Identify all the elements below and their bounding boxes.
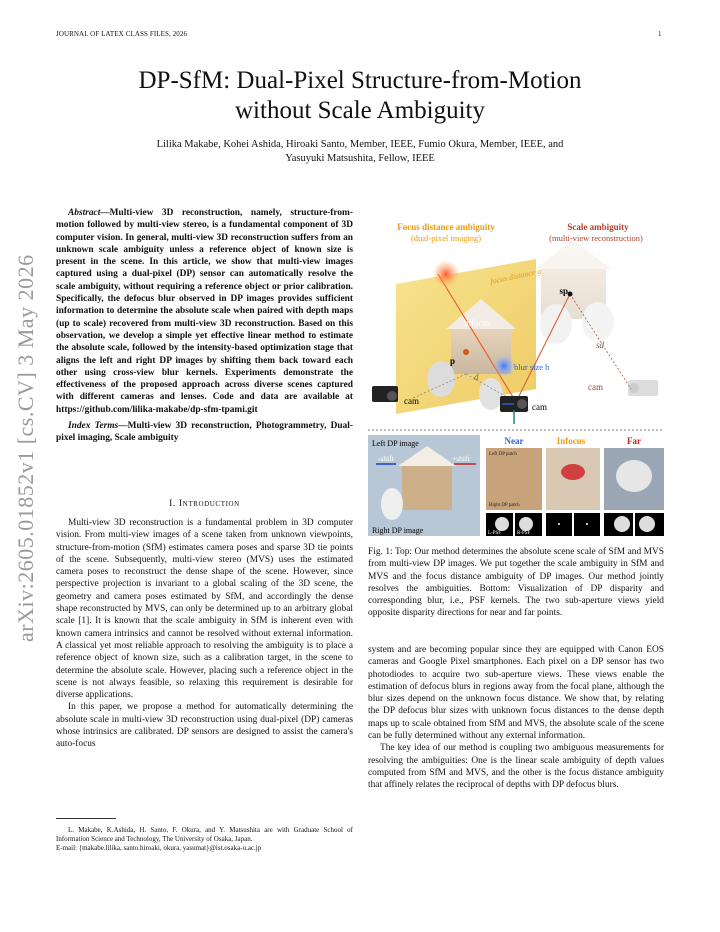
section-title: Introduction bbox=[178, 499, 240, 509]
focus-blob bbox=[432, 260, 460, 288]
infocus-label: infocus bbox=[464, 318, 491, 328]
near-lpsf-disk bbox=[495, 517, 509, 531]
right-paragraph-1: system and are becoming popular since they are equipped with Canon EOS cameras and Google Pixel smartphones. Each pixel on a DP sensor has two photodiodes to acquire two sub-aperture views. These views enable the estimation of defocus blurs in regions away from the focal plane, although the blur sizes depend on the unknown focus distance. We show that, by relating the DP defocus blur sizes with unknown focus distances to the dense depth maps up to scale obtained from SfM and MVS, the absolute scale of the scene can be fully determined without any external information. bbox=[368, 645, 664, 742]
point-sp-marker bbox=[568, 292, 573, 297]
left-dp-label: Left DP image bbox=[372, 439, 419, 448]
right-dp-label: Right DP image bbox=[372, 526, 424, 535]
infocus-rpsf-dot bbox=[586, 523, 588, 525]
cam1-label: cam bbox=[404, 396, 419, 406]
far-label: Far bbox=[627, 436, 641, 446]
abstract bbox=[56, 207, 353, 445]
p-label: p bbox=[450, 356, 456, 366]
camera-i-scaled bbox=[628, 380, 658, 396]
title-line-1: DP-SfM: Dual-Pixel Structure-from-Motion bbox=[138, 67, 582, 94]
camera-i bbox=[500, 396, 528, 424]
author-list bbox=[60, 138, 660, 166]
arxiv-stamp: arXiv:2605.01852v1 [cs.CV] 3 May 2026 bbox=[13, 254, 38, 642]
figure-1 bbox=[366, 214, 666, 542]
camera-1 bbox=[372, 386, 398, 402]
focus-ambiguity-sub: (dual-pixel imaging) bbox=[410, 233, 482, 243]
infocus-col-label: Infocus bbox=[556, 436, 586, 446]
scale-ambiguity-title: Scale ambiguity bbox=[567, 222, 629, 232]
near-label: Near bbox=[504, 436, 524, 446]
dp-snowman bbox=[381, 488, 403, 520]
running-header: JOURNAL OF LATEX CLASS FILES, 2026 bbox=[56, 30, 188, 38]
infocus-hat bbox=[561, 464, 585, 480]
dp-house bbox=[402, 462, 452, 510]
footnote-email: E-mail: {makabe.lilika, santo.hiroaki, okura, yasumat}@ist.osaka-u.ac.jp bbox=[56, 844, 262, 852]
abstract-label: Abstract bbox=[68, 208, 101, 218]
point-p-marker bbox=[463, 349, 469, 355]
scale-ambiguity-sub: (multi-view reconstruction) bbox=[549, 233, 643, 243]
authors-line-1: Lilika Makabe, Kohei Ashida, Hiroaki Santo, Member, IEEE, Fumio Okura, Member, IEEE, and bbox=[156, 139, 564, 150]
title-line-2: without Scale Ambiguity bbox=[235, 97, 485, 124]
blur-size-label: blur size b bbox=[514, 362, 550, 372]
caption-label: Fig. 1: bbox=[368, 547, 393, 557]
lpsf-label: L-PSF bbox=[488, 531, 502, 536]
intro-text bbox=[56, 517, 353, 751]
blur-blob bbox=[492, 354, 516, 378]
footnote bbox=[56, 826, 353, 853]
authors-line-2: Yasuyuki Matsushita, Fellow, IEEE bbox=[285, 153, 435, 164]
scaled-scene bbox=[536, 239, 614, 344]
intro-paragraph-1: Multi-view 3D reconstruction is a fundamental problem in 3D computer vision. From multi-view images of a scene taken from unknown viewpoints, structure-from-motion (SfM) estimates camera poses and sparse 3D tie points of the scene. Subsequently, multi-view stereo (MVS) uses the estimated camera poses to reconstruct the dense shape of the scene. However, since perspective projection is invariant to a global scaling of the 3D scene, the geometry and camera poses estimated by SfM, and accordingly the dense shape reconstructed by MVS, can only be determined up to an arbitrary global scale [1]. It is known that the scale ambiguity in SfM is inherent even with known camera intrinsics and cannot be resolved without external information. A classical yet most reliable approach to resolving the ambiguity is to place a reference object of known size, such as a calibration target, in the scene to determine the absolute scale. However, placing such a reference object in the scene is not always feasible, so relaxing this requirement is desirable for diverse applications. bbox=[56, 518, 353, 701]
paper-title bbox=[60, 66, 660, 126]
page-number: 1 bbox=[658, 30, 662, 38]
plus-shift-label: +shift bbox=[452, 454, 470, 463]
figure-caption bbox=[368, 546, 664, 620]
section-number: I. bbox=[169, 499, 176, 509]
near-rpsf-disk bbox=[519, 517, 533, 531]
rpsf-label: R-PSF bbox=[517, 531, 531, 536]
cami-scaled-label: cam bbox=[588, 382, 603, 392]
far-rpsf-disk bbox=[639, 516, 655, 532]
right-paragraph-2: The key idea of our method is coupling two ambiguous measurements for resolving the ambiguities: One is the linear scale ambiguity of depth values computed from SfM and MVS, and the other is the focus distance ambiguity that affinely relates the reciprocal of depths with DP defocus blurs. bbox=[368, 743, 664, 791]
footnote-affiliation: L. Makabe, K.Ashida, H. Santo, F. Okura, and Y. Matsushita are with Graduate School of Information Science and Technology, The University of Osaka, Japan. bbox=[56, 826, 353, 843]
focus-distance-label: focus distance g bbox=[489, 266, 542, 286]
infocus-lpsf-dot bbox=[558, 523, 560, 525]
caption-text: Top: Our method determines the absolute scene scale of SfM and MVS from multi-view DP images. We put together the scale ambiguity in SfM and MVS and the focus distance ambiguity of DP images. Our method jointly resolves the ambiguities. Bottom: Visualization of DP disparity and corresponding blur, i.e., PSF kernels. The two sub-aperture views yield opposite disparity directions for near and far points. bbox=[368, 547, 664, 619]
index-terms-label: Index Terms bbox=[68, 421, 119, 432]
focus-ambiguity-title: Focus distance ambiguity bbox=[397, 222, 495, 232]
near-patch bbox=[486, 448, 542, 510]
abstract-text: —Multi-view 3D reconstruction, namely, structure-from-motion followed by multi-view stereo, is a fundamental component of 3D computer vision. In general, multi-view 3D reconstruction suffers from an unknown scale ambiguity unless a reference object of known size is present in the scene. In this article, we show that multi-view images captured using a dual-pixel (DP) sensor can automatically resolve the scale ambiguity, without requiring a reference object or prior calibration. Specifically, the defocus blur observed in DP images provides sufficient information to determine the absolute scale when paired with depth maps (up to scale) recovered from multi-view 3D reconstruction. Based on this observation, we develop a simple yet effective linear method to estimate the absolute scale, followed by the intensity-based optimization stage that aligns the left and right DP images by shifting them back toward each other using cross-view blur kernels. Experiments demonstrate the effectiveness of the proposed approach across diverse scenes captured with different cameras and lenses. Code and data are available at https://github.com/lilika-makabe/dp-sfm-tpami.git bbox=[56, 208, 353, 415]
sd-label: sd bbox=[596, 340, 605, 350]
d-label: d bbox=[474, 372, 479, 382]
sp-label: sp bbox=[559, 286, 568, 296]
index-terms-text: —Multi-view 3D reconstruction, Photogrammetry, Dual-pixel imaging, Scale ambiguity bbox=[56, 421, 354, 444]
footnote-rule bbox=[56, 818, 116, 819]
cami-label: cam bbox=[532, 402, 547, 412]
section-heading bbox=[56, 499, 353, 509]
intro-paragraph-2: In this paper, we propose a method for automatically determining the absolute scale in multi-view 3D reconstruction using dual-pixel (DP) cameras whose intrinsics are calibrated. DP sensors are designed to assist the camera's auto-focus bbox=[56, 702, 353, 750]
far-lpsf-disk bbox=[614, 516, 630, 532]
far-blob bbox=[616, 460, 652, 492]
right-column-text bbox=[368, 644, 664, 792]
left-patch-label: Left DP patch bbox=[489, 452, 517, 457]
right-patch-label: Right DP patch bbox=[489, 503, 520, 508]
minus-shift-label: -shift bbox=[378, 454, 394, 463]
